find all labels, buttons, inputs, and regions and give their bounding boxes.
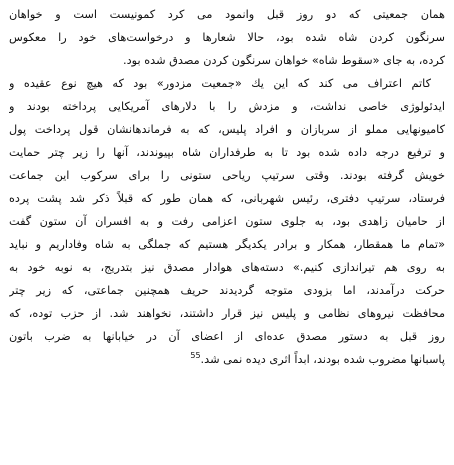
text-line: از حامیان زاهدی بود، به جلوی ستون اعزامی رفت و به افسران آن ستون گفت xyxy=(9,215,445,228)
text-line: سرنگون کردن شاه شده بود، حالا شعارها و درخواست‌های خود را معکوس xyxy=(9,31,445,44)
text-line: ایدئولوژی خاصی نداشت، و مزدش را با دلارهای آمریکایی پرداخته بودند و xyxy=(9,100,445,113)
text-line: کامیونهایی مملو از سربازان و افراد پلیس، که به فرماندهانشان قول پرداخت پول xyxy=(9,123,445,136)
text-line: روز قبل به دستور مصدق عده‌ای از اعضای آن در خیابانها به ضرب باتون xyxy=(9,330,445,343)
text-line: به روی هم تیراندازی کنیم.» دسته‌های هوادار مصدق نیز بتدریج، به نوبه خود به xyxy=(9,261,445,274)
text-line: محافظت نیروهای نظامی و پلیس نیز قرار داشتند، نخواهند شد. از حزب توده، که xyxy=(9,307,445,320)
paragraph-1 xyxy=(9,3,445,72)
text-line: فرستاد، سرتیپ دفتری، رئیس شهربانی، که همان طور که قبلاً ذکر شد پشت پرده xyxy=(9,192,445,205)
footnote-marker[interactable]: 55 xyxy=(190,351,201,361)
text-line-final xyxy=(9,348,445,371)
text-line: «تمام ما همقطار، همکار و برادر یکدیگر هستیم که جملگی به شاه وفاداریم و نباید xyxy=(9,238,445,251)
paragraph-2 xyxy=(9,72,445,371)
text-line: کاتم اعتراف می کند که این یك «جمعیت مزدور» بود که هیچ نوع عقیده و xyxy=(9,77,431,90)
text-line: همان جمعیتی که دو روز قبل وانمود می کرد کمونیست است و خواهان xyxy=(9,8,445,21)
text-line: حرکت درآمدند، اما بزودی متوجه گردیدند حریف همچنین جماعتی، که زیر چتر xyxy=(9,284,445,297)
text-line: کرده، به جای «سقوط شاه» خواهان سرنگون کردن مصدق شده بود. xyxy=(123,54,445,67)
text-line-final-content: پاسبانها مضروب شده بودند، ابداً اثری دیده نمی شد. xyxy=(200,353,445,366)
text-line: خویش گرفته بودند. وقتی سرتیپ ریاحی ستونی را برای سرکوب این جماعت xyxy=(9,169,445,182)
text-line: و ترفیع درجه داده شده بود تا به طرفداران شاه بپیوندند، آنها را زیر چتر حمایت xyxy=(9,146,445,159)
